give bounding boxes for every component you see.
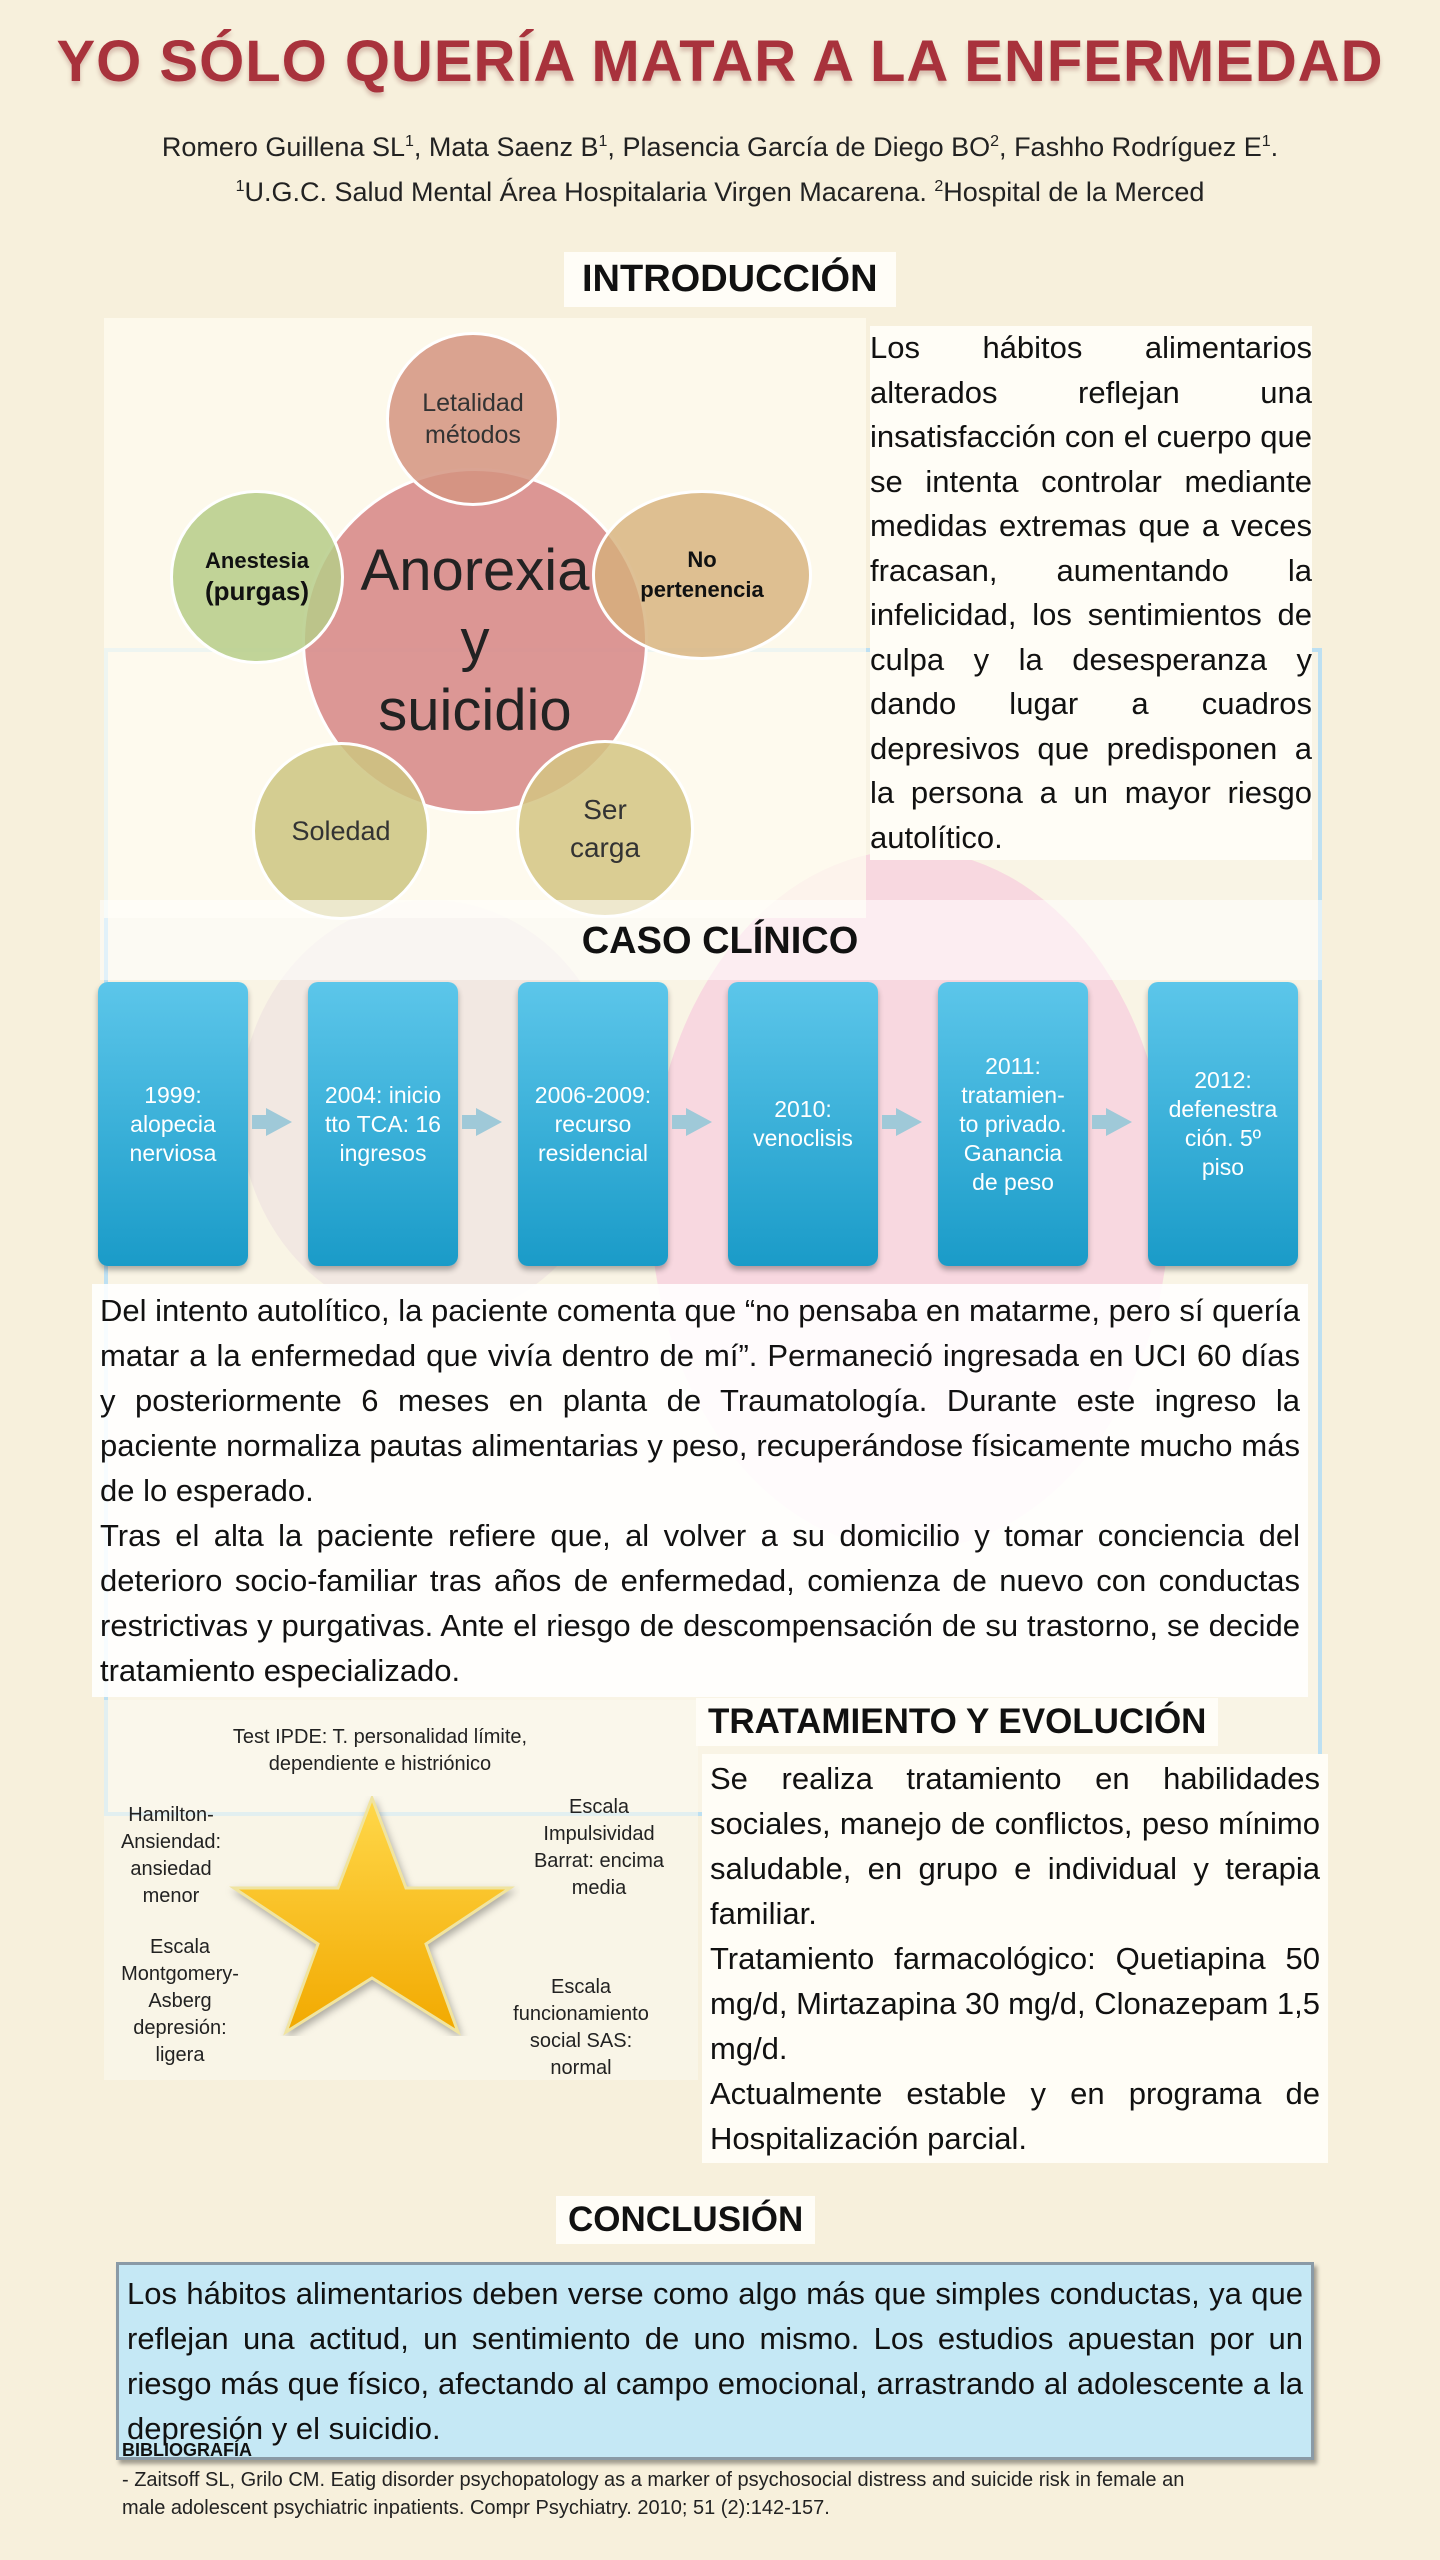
- bibliografia-reference: [122, 2466, 1312, 2522]
- timeline-step-line: 1999:: [144, 1081, 202, 1108]
- reference-line: male adolescent psychiatric inpatients. Compr Psychiatry. 2010; 51 (2):142-157.: [122, 2497, 830, 2519]
- test-label-line: Asberg: [148, 1990, 212, 2012]
- diagram-label: (purgas): [205, 576, 309, 606]
- diagram-no-pertenencia-circle: [592, 490, 812, 660]
- diagram-label: Letalidad: [422, 389, 524, 417]
- author-affiliation-mark: 1: [1261, 133, 1271, 150]
- affiliation-1: U.G.C. Salud Mental Área Hospitalaria Virgen Macarena.: [244, 177, 927, 207]
- timeline-step-2012: [1148, 982, 1298, 1266]
- timeline-step-line: 2004: inicio: [324, 1081, 442, 1108]
- test-ipde-label: [210, 1724, 550, 1778]
- test-label-line: Hamilton-: [128, 1804, 214, 1826]
- test-label-line: Escala: [550, 1976, 612, 1998]
- diagram-label: Anestesia: [205, 548, 309, 573]
- timeline-step-line: 2012:: [1194, 1067, 1252, 1093]
- poster-title: YO SÓLO QUERÍA MATAR A LA ENFERMEDAD: [56, 29, 1384, 94]
- caso-text: [92, 1284, 1308, 1697]
- timeline-step-line: de peso: [972, 1168, 1054, 1195]
- timeline-step-line: 2011:: [985, 1052, 1041, 1079]
- test-label-line: Ansiendad:: [120, 1831, 222, 1853]
- test-barrat-label: [516, 1794, 682, 1902]
- diagram-label: Ser: [583, 794, 627, 825]
- author-affiliation-mark: 1: [405, 133, 414, 150]
- test-label-line: media: [571, 1877, 627, 1899]
- diagram-ser-carga-circle: [516, 740, 694, 918]
- test-label-line: Test IPDE: T. personalidad límite,: [232, 1726, 528, 1748]
- test-label-line: Escala: [568, 1796, 630, 1818]
- caso-heading: CASO CLÍNICO: [581, 920, 859, 962]
- test-label-line: Escala: [149, 1936, 211, 1958]
- test-label-line: ansiedad: [130, 1858, 212, 1880]
- timeline-step-line: 2010:: [774, 1096, 832, 1122]
- test-label-line: dependiente e histriónico: [268, 1753, 492, 1775]
- tratamiento-paragraph: Actualmente estable y en programa de Hospitalización parcial.: [710, 2076, 1320, 2156]
- timeline-step-line: residencial: [538, 1139, 648, 1166]
- timeline-step-line: defenestra: [1168, 1096, 1278, 1122]
- author-affiliation-mark: 1: [598, 133, 608, 150]
- timeline-step-line: tto TCA: 16: [325, 1110, 441, 1137]
- caso-paragraph: Del intento autolítico, la paciente comenta que “no pensaba en matarme, pero sí quería matar a la enfermedad que vivía dentro de mí”. Permaneció ingresada en UCI 60 días y posteriormente 6 meses en planta de Traumatología. Durante este ingreso la paciente normaliza pautas alimentarias y peso, recuperándose físicamente mucho más de lo esperado.: [100, 1293, 1300, 1508]
- timeline-arrow-icon: [686, 1108, 712, 1136]
- author-name: Plasencia García de Diego BO: [622, 132, 991, 162]
- diagram-anestesia-circle: [170, 490, 344, 664]
- author-name: Mata Saenz B: [428, 132, 599, 162]
- bibliografia-heading: BIBLIOGRAFÍA: [122, 2440, 252, 2460]
- timeline-arrow-icon: [896, 1108, 922, 1136]
- timeline-step-line: 2006-2009:: [534, 1081, 652, 1108]
- test-label-line: normal: [550, 2057, 612, 2079]
- timeline-step-2004: [308, 982, 458, 1266]
- test-label-line: depresión:: [133, 2017, 227, 2039]
- diagram-label: Soledad: [291, 815, 391, 846]
- test-label-line: Impulsividad: [543, 1823, 655, 1845]
- diagram-label: carga: [569, 832, 641, 863]
- test-hamilton-label: [106, 1802, 236, 1910]
- timeline-step-line: nerviosa: [129, 1139, 217, 1166]
- test-label-line: ligera: [155, 2044, 205, 2066]
- diagram-center-line: Anorexia: [360, 538, 590, 603]
- tratamiento-text: [702, 1754, 1328, 2163]
- test-label-line: social SAS:: [529, 2030, 633, 2052]
- test-label-line: menor: [142, 1885, 200, 1907]
- diagram-center-line: y: [460, 608, 490, 673]
- affiliations: [0, 167, 1440, 212]
- test-label-line: funcionamiento: [513, 2003, 649, 2025]
- conclusion-heading: CONCLUSIÓN: [556, 2196, 815, 2244]
- reference-line: - Zaitsoff SL, Grilo CM. Eatig disorder psychopatology as a marker of psychosocial distress and suicide risk in female an: [122, 2469, 1185, 2491]
- diagram-label: No: [687, 547, 717, 572]
- timeline-step-2010: [728, 982, 878, 1266]
- author-affiliation-mark: 2: [990, 133, 1000, 150]
- test-label-line: Barrat: encima: [533, 1850, 665, 1872]
- affiliation-mark: 2: [934, 178, 944, 195]
- intro-text: Los hábitos alimentarios alterados reflejan una insatisfacción con el cuerpo que se intenta controlar mediante medidas extremas que a veces fracasan, aumentando la infelicidad, los sentimientos de culpa y la desesperanza y dando lugar a cuadros depresivos que predisponen a la persona a un mayor riesgo autolítico.: [870, 326, 1312, 860]
- timeline-arrow-icon: [266, 1108, 292, 1136]
- author-list: Romero Guillena $SL^1$, Mata Saenz $B^1$, Plasencia García de Diego $BO^2$, Fashho Rodríguez $E^1$.: [161, 132, 1279, 162]
- author-name: Romero Guillena SL: [161, 132, 405, 162]
- diagram-label: métodos: [425, 421, 521, 449]
- diagram-soledad-circle: [252, 742, 430, 920]
- tratamiento-paragraph: Se realiza tratamiento en habilidades sociales, manejo de conflictos, peso mínimo saludable, en grupo e individual y terapia familiar.: [710, 1761, 1320, 1931]
- timeline-arrow-icon: [1106, 1108, 1132, 1136]
- timeline-step-line: recurso: [554, 1110, 632, 1137]
- timeline-step-line: piso: [1201, 1154, 1245, 1180]
- timeline-arrow-icon: [476, 1108, 502, 1136]
- timeline-step-2006-2009: [518, 982, 668, 1266]
- tratamiento-paragraph: Tratamiento farmacológico: Quetiapina 50 mg/d, Mirtazapina 30 mg/d, Clonazepam 1,5 mg/d.: [710, 1941, 1320, 2066]
- timeline-step-line: tratamien-: [961, 1081, 1065, 1108]
- timeline-step-line: alopecia: [130, 1110, 216, 1137]
- timeline-step-1999: [98, 982, 248, 1266]
- diagram-center-line: suicidio: [378, 678, 572, 743]
- tratamiento-heading: TRATAMIENTO Y EVOLUCIÓN: [696, 1698, 1218, 1746]
- test-sas-label: [496, 1974, 666, 2082]
- diagram-label: pertenencia: [640, 577, 764, 602]
- timeline-step-line: ción. 5º: [1184, 1125, 1262, 1151]
- star-icon: [220, 1796, 520, 2036]
- conclusion-text: Los hábitos alimentarios deben verse como algo más que simples conductas, ya que reflejan una actitud, un sentimiento de uno mismo. Los estudios apuestan por un riesgo más que físico, afectando al campo emocional, arrastrando al adolescente a la depresión y el suicidio.: [116, 2262, 1314, 2460]
- timeline-step-line: to privado.: [959, 1110, 1067, 1137]
- caso-paragraph: Tras el alta la paciente refiere que, al volver a su domicilio y tomar conciencia del deterioro socio-familiar tras años de enfermedad, comienza de nuevo con conductas restrictivas y purgativas. Ante el riesgo de descompensación de su trastorno, se decide tratamiento especializado.: [100, 1518, 1300, 1688]
- diagram-letalidad-circle: [386, 332, 560, 506]
- affiliation-2: Hospital de la Merced: [943, 177, 1205, 207]
- authors-block: [0, 122, 1440, 212]
- timeline-step-line: ingresos: [339, 1139, 427, 1166]
- timeline-step-2011: [938, 982, 1088, 1266]
- timeline-step-line: Ganancia: [963, 1139, 1063, 1166]
- author-name: Fashho Rodríguez E: [1014, 132, 1262, 162]
- affiliation-mark: 1: [235, 178, 245, 195]
- intro-heading: INTRODUCCIÓN: [564, 252, 896, 307]
- test-label-line: Montgomery-: [121, 1963, 239, 1985]
- timeline-step-line: venoclisis: [753, 1125, 853, 1151]
